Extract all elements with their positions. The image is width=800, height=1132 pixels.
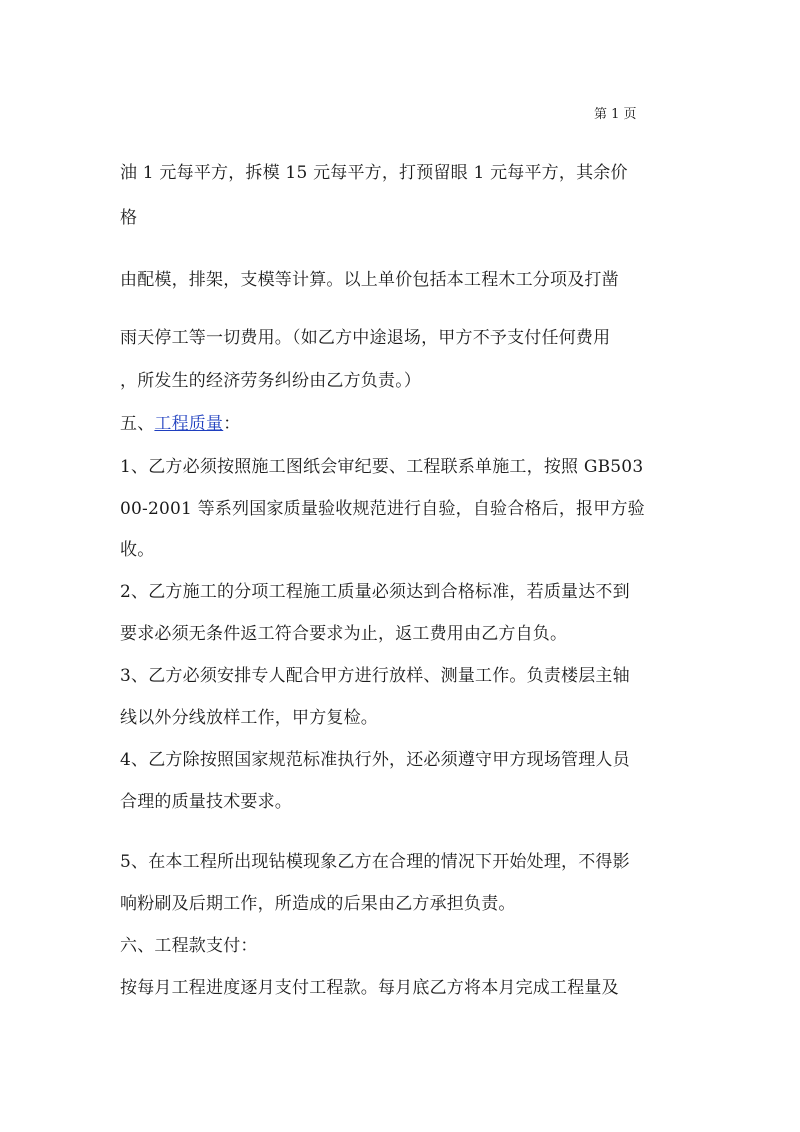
text-line: 4、乙方除按照国家规范标准执行外，还必须遵守甲方现场管理人员 bbox=[120, 750, 630, 770]
text-line: 格 bbox=[120, 208, 138, 228]
page-number: 第 1 页 bbox=[594, 107, 637, 122]
section-colon: ： bbox=[223, 414, 241, 434]
text-line: 线以外分线放样工作，甲方复检。 bbox=[120, 708, 378, 728]
section-heading-quality bbox=[120, 412, 240, 436]
text-line: 收。 bbox=[120, 540, 155, 560]
text-line: 2、乙方施工的分项工程施工质量必须达到合格标准，若质量达不到 bbox=[120, 582, 630, 602]
text-line: 按每月工程进度逐月支付工程款。每月底乙方将本月完成工程量及 bbox=[120, 978, 619, 998]
text-line: 要求必须无条件返工符合要求为止，返工费用由乙方自负。 bbox=[120, 624, 568, 644]
text-line: 由配模，排架，支模等计算。以上单价包括本工程木工分项及打凿 bbox=[120, 270, 619, 290]
text-line: 响粉刷及后期工作，所造成的后果由乙方承担负责。 bbox=[120, 894, 516, 914]
text-line: 雨天停工等一切费用。（如乙方中途退场，甲方不予支付任何费用 bbox=[120, 328, 611, 348]
text-line: 3、乙方必须安排专人配合甲方进行放样、测量工作。负责楼层主轴 bbox=[120, 666, 630, 686]
text-line: 合理的质量技术要求。 bbox=[120, 792, 292, 812]
text-line: 00-2001 等系列国家质量验收规范进行自验，自验合格后，报甲方验 bbox=[120, 499, 645, 519]
text-line: 1、乙方必须按照施工图纸会审纪要、工程联系单施工，按照 GB503 bbox=[120, 457, 644, 477]
section-heading-payment: 六、工程款支付： bbox=[120, 936, 258, 956]
text-line: 5、在本工程所出现钻模现象乙方在合理的情况下开始处理，不得影 bbox=[120, 852, 630, 872]
text-line: ，所发生的经济劳务纠纷由乙方负责。） bbox=[120, 371, 422, 391]
text-line: 油 1 元每平方，拆模 15 元每平方，打预留眼 1 元每平方，其余价 bbox=[120, 163, 628, 183]
section-number: 五、 bbox=[120, 414, 155, 434]
quality-link[interactable]: 工程质量 bbox=[154, 414, 224, 434]
